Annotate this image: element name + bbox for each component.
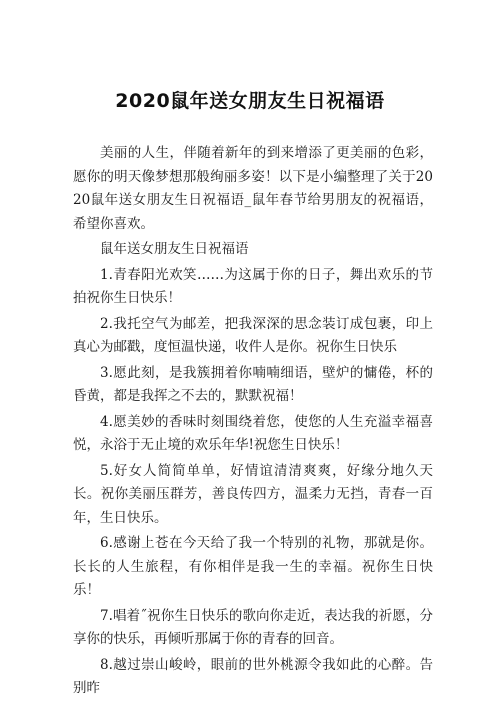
page-title: 2020鼠年送女朋友生日祝福语: [115, 90, 385, 112]
wish-item-8: 8.越过崇山峻岭，眼前的世外桃源令我如此的心醉。告别昨: [73, 656, 433, 696]
intro-paragraph: 美丽的人生，伴随着新年的到来增添了更美丽的色彩，愿你的明天像梦想那般绚丽多姿！以下是小编整理了关于2020鼠年送女朋友生日祝福语_鼠年春节给男朋友的祝福语，希望你喜欢。: [73, 145, 433, 232]
wish-item-5: 5.好女人简简单单，好情谊清清爽爽，好缘分地久天长。祝你美丽压群芳，善良传四方，温柔力无挡，青春一百年，生日快乐。: [73, 462, 433, 526]
wish-item-3: 3.愿此刻，是我簇拥着你喃喃细语，壁炉的慵倦，杯的昏黄，都是我挥之不去的，默默祝福！: [73, 364, 433, 404]
section-heading: 鼠年送女朋友生日祝福语: [100, 241, 249, 257]
article-body: [73, 142, 433, 703]
wish-item-4: 4.愿美妙的香味时刻围绕着您，使您的人生充溢幸福喜悦，永浴于无止境的欢乐年华!祝您生日快乐！: [73, 413, 433, 453]
wish-item-7: 7.唱着˝祝你生日快乐的歌向你走近，表达我的祈愿，分享你的快乐，再倾听那属于你的青春的回音。: [73, 607, 433, 647]
wish-item-6: 6.感谢上苍在今天给了我一个特别的礼物，那就是你。长长的人生旅程，有你相伴是我一生的幸福。祝你生日快乐！: [73, 535, 433, 598]
wish-item-1: 1.青春阳光欢笑……为这属于你的日子，舞出欢乐的节拍祝你生日快乐！: [73, 266, 433, 306]
wish-item-2: 2.我托空气为邮差，把我深深的思念装订成包裹，印上真心为邮戳，度恒温快递，收件人是你。祝你生日快乐: [73, 315, 433, 355]
